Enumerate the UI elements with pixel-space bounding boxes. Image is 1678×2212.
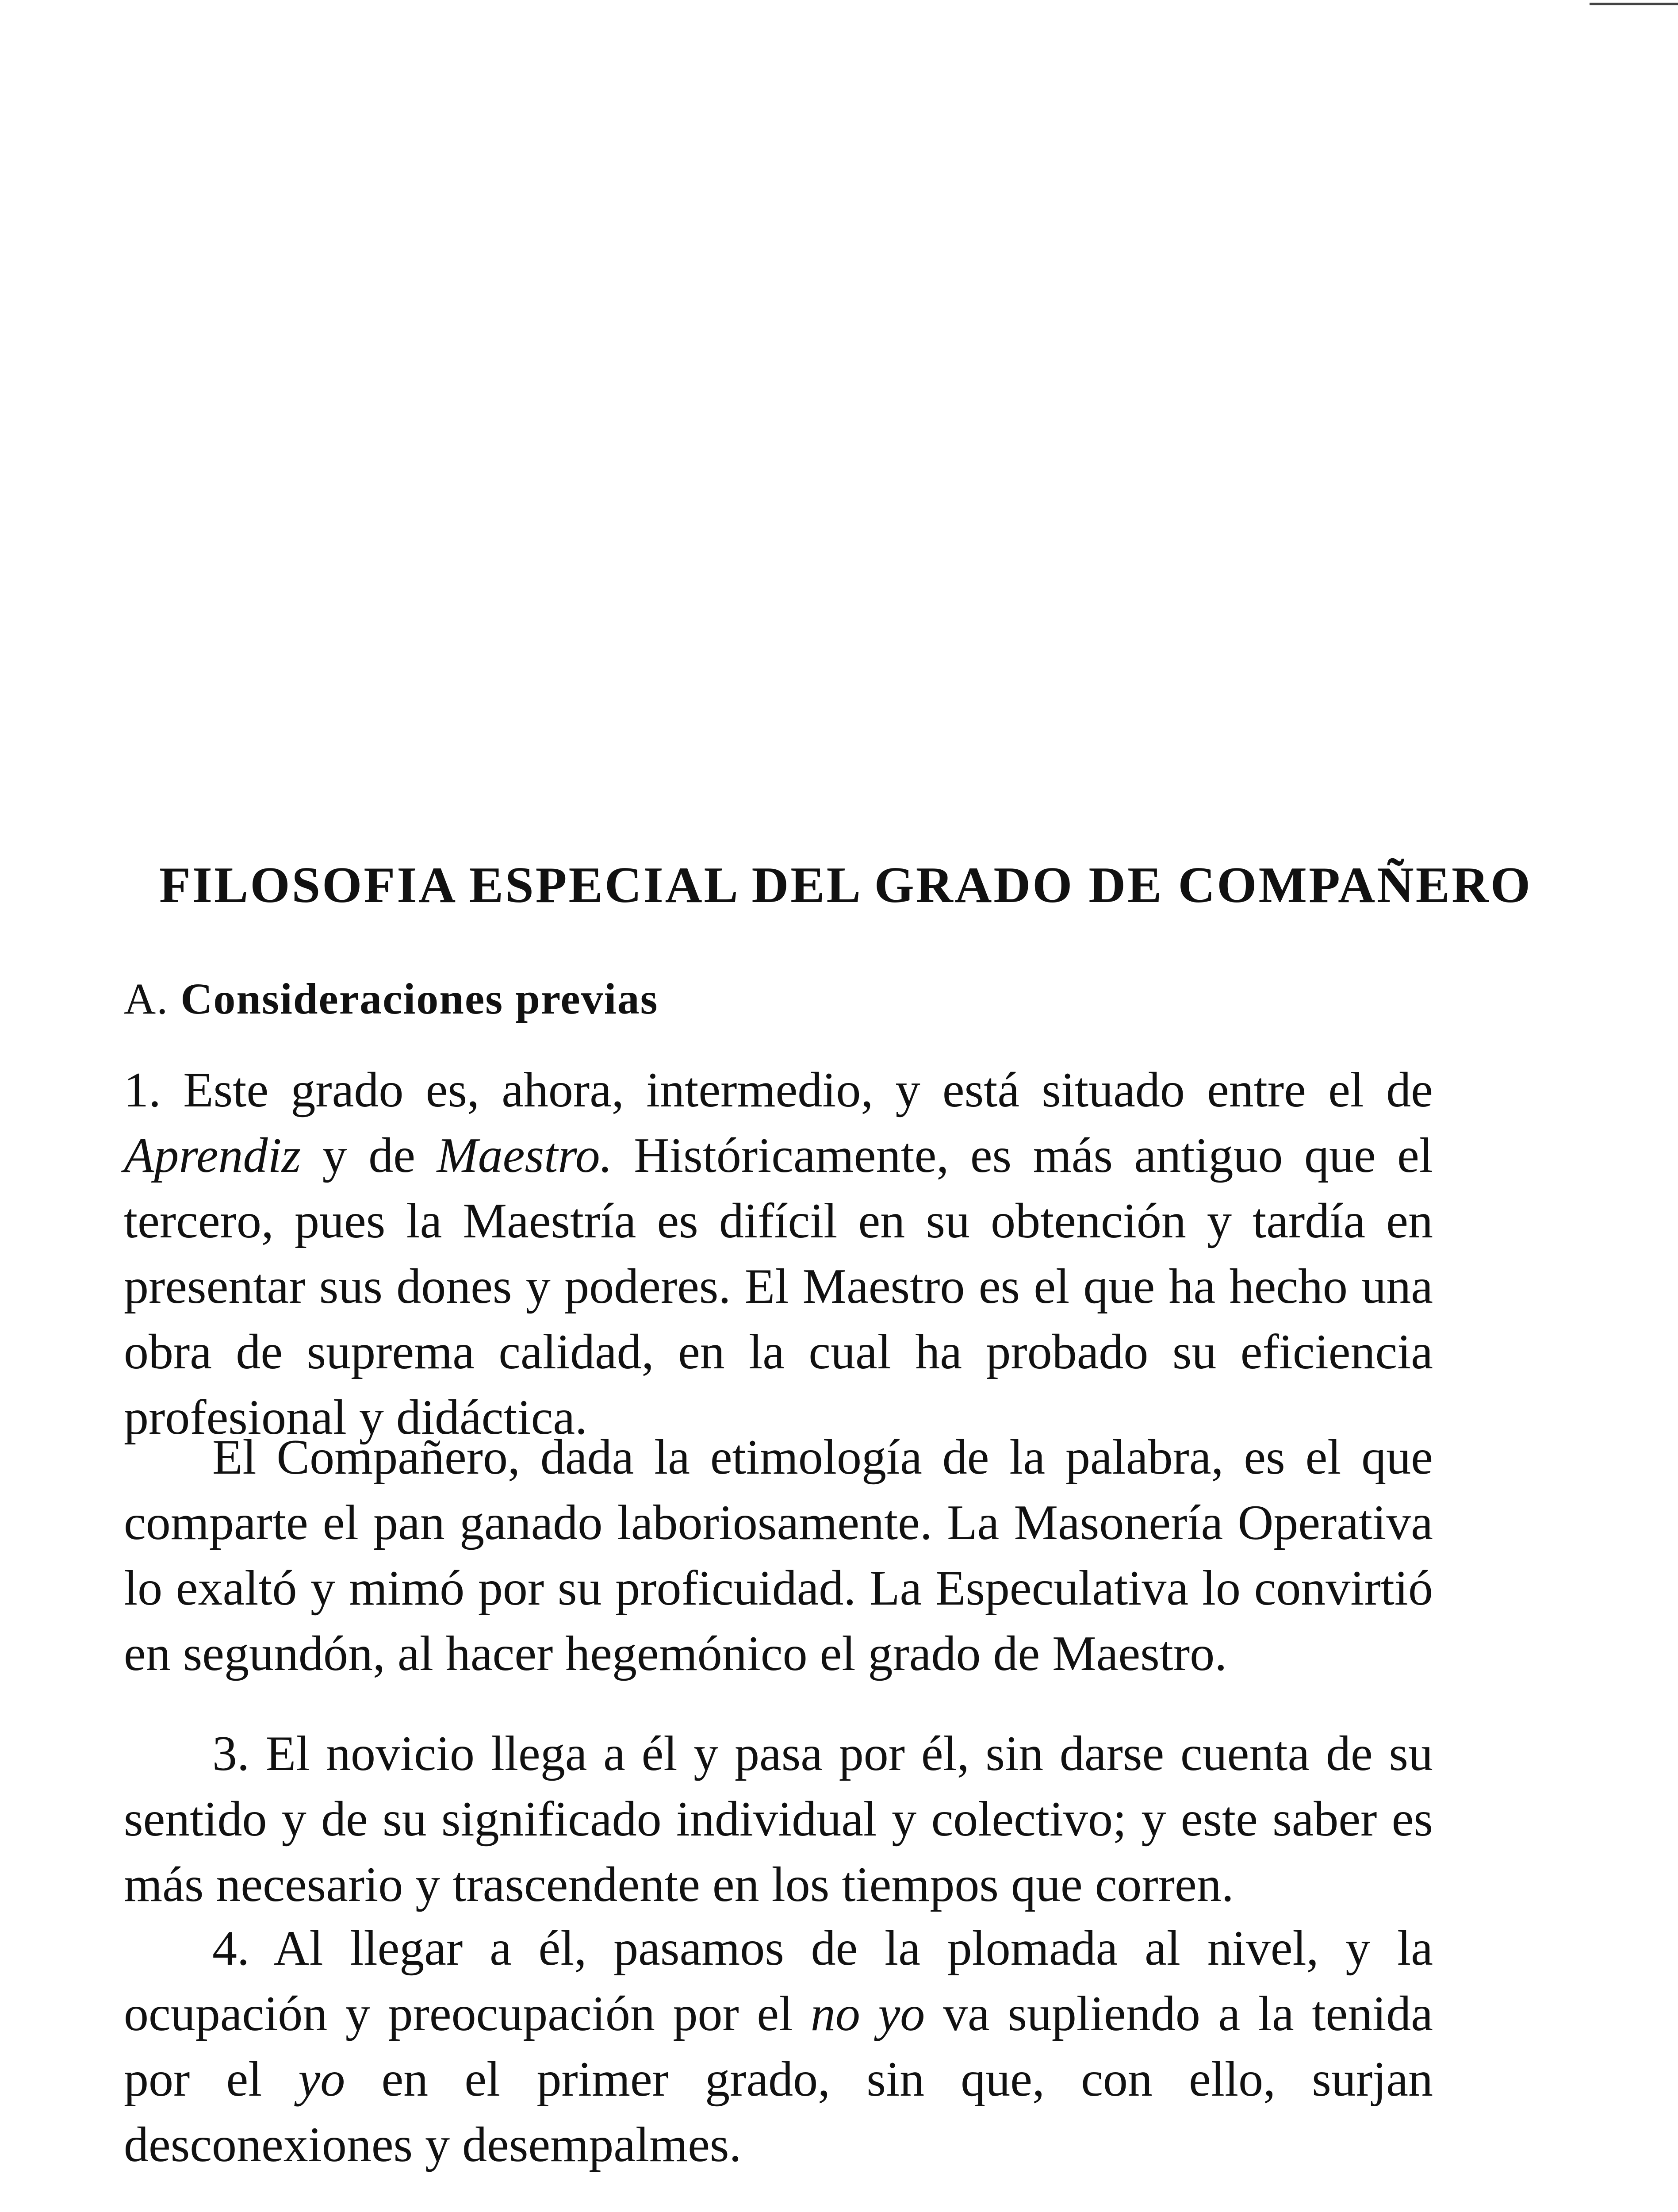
paragraph-text: Históricamente, es más antiguo que el tercero, pues la Maestría es difícil en su obtención y tardía en presentar sus dones y poderes. El Maestro es el que ha hecho una obra de suprema calidad, en la cual ha probado su eficiencia profesional y didáctica. [124, 1128, 1433, 1445]
paragraph-text: El novicio llega a él y pasa por él, sin darse cuenta de su sentido y de su significado individual y colectivo; y este saber es más necesario y trascendente en los tiempos que corren. [124, 1726, 1433, 1912]
paragraph-text: Este grado es, ahora, intermedio, y está situado entre el de [183, 1063, 1433, 1118]
paragraph-text: va supliendo a la tenida por el [124, 1986, 1433, 2107]
paragraph-text: Al llegar a él, pasamos de la plomada al nivel, y la ocupación y preocupación por el [124, 1921, 1433, 2041]
emphasis-maestro: Maestro. [437, 1128, 613, 1183]
paragraph-2 [124, 1425, 1433, 1686]
section-heading-text: Consideraciones previas [180, 974, 659, 1023]
section-heading [124, 973, 659, 1024]
page-title: FILOSOFIA ESPECIAL DEL GRADO DE COMPAÑERO [159, 857, 1532, 914]
paragraph-3 [124, 1721, 1433, 1917]
paragraph-4 [124, 1916, 1433, 2177]
paragraph-number: 3. [212, 1726, 249, 1781]
section-letter: A. [124, 974, 169, 1023]
paragraph-text: y de [301, 1128, 437, 1183]
paragraph-text: El Compañero, dada la etimología de la palabra, es el que comparte el pan ganado laboriosamente. La Masonería Operativa lo exaltó y mimó por su proficuidad. La Especulativa lo convirtió en segundón, al hacer hegemónico el grado de Maestro. [124, 1430, 1433, 1681]
paragraph-text: en el primer grado, sin que, con ello, surjan desconexiones y desempalmes. [124, 2052, 1433, 2172]
paragraph-1 [124, 1057, 1433, 1450]
emphasis-no-yo: no yo [810, 1986, 925, 2041]
paragraph-number: 4. [212, 1921, 249, 1976]
emphasis-aprendiz: Aprendiz [124, 1128, 301, 1183]
corner-rule [1590, 3, 1678, 5]
paragraph-number: 1. [124, 1063, 161, 1118]
emphasis-yo: yo [298, 2052, 345, 2107]
